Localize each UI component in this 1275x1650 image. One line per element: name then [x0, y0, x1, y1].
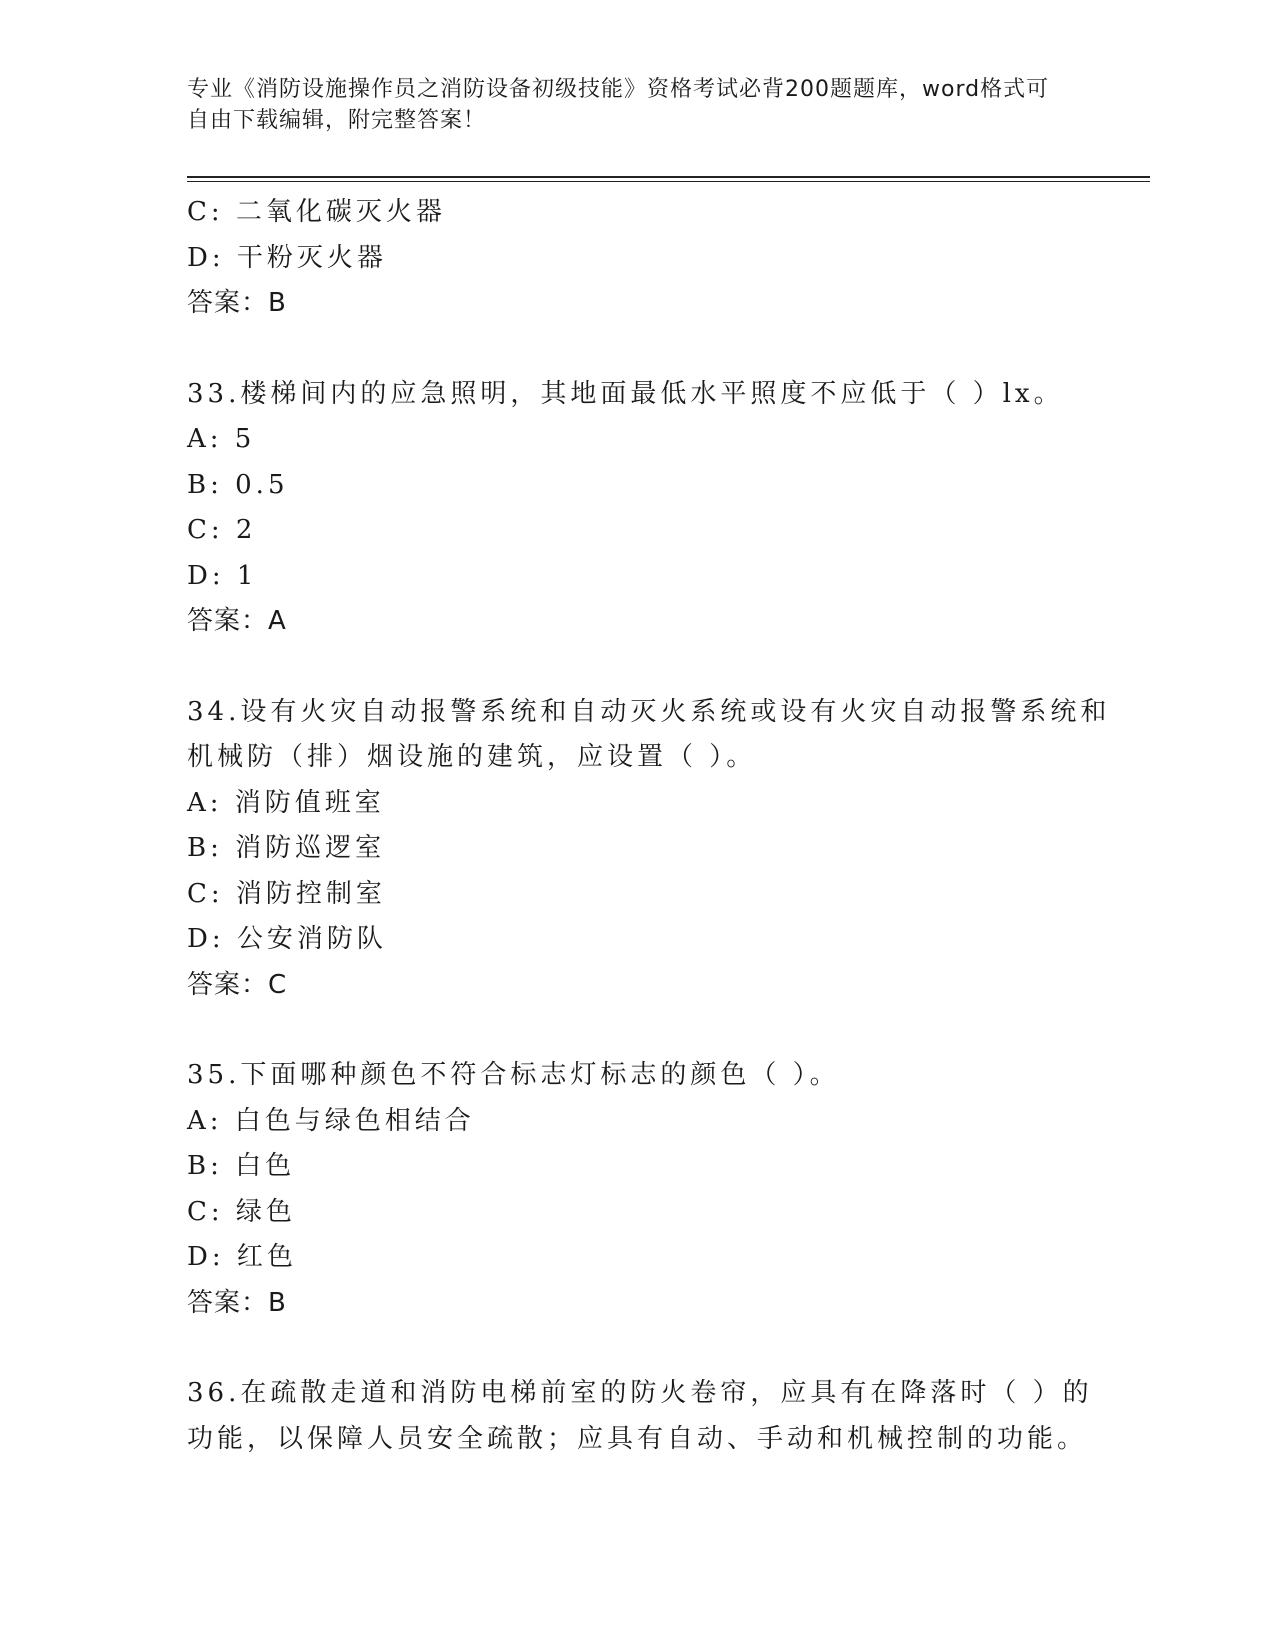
option-d: D: 红色	[187, 1242, 297, 1272]
question-36-line-1: 36.在疏散走道和消防电梯前室的防火卷帘，应具有在降落时（ ）的	[187, 1378, 1093, 1408]
option-a: A: 消防值班室	[187, 787, 385, 818]
option-a: A: 白色与绿色相结合	[187, 1105, 475, 1136]
option-d: D: 公安消防队	[187, 924, 387, 954]
answer: 答案：B	[187, 1287, 287, 1318]
option-c: C: 二氧化碳灭火器	[187, 197, 446, 227]
answer: 答案：A	[187, 606, 287, 636]
option-a: A: 5	[187, 424, 256, 454]
answer: 答案：B	[187, 288, 287, 318]
answer: 答案：C	[187, 969, 288, 1000]
question-33: 33.楼梯间内的应急照明，其地面最低水平照度不应低于（ ）lx。	[187, 378, 1064, 409]
option-c: C: 绿色	[187, 1196, 296, 1227]
option-c: C: 2	[187, 515, 257, 545]
option-d: D: 1	[187, 560, 258, 591]
option-c: C: 消防控制室	[187, 878, 386, 909]
document-header: 专业《消防设施操作员之消防设备初级技能》资格考试必背200题题库，word格式可自由下载编辑，附完整答案！	[187, 77, 1050, 133]
question-34-line-1: 34.设有火灾自动报警系统和自动灭火系统或设有火灾自动报警系统和	[187, 696, 1111, 727]
option-b: B: 白色	[187, 1151, 296, 1181]
option-d: D: 干粉灭火器	[187, 242, 387, 273]
question-35: 35.下面哪种颜色不符合标志灯标志的颜色（ ）。	[187, 1060, 840, 1090]
question-34-line-2: 机械防（排）烟设施的建筑，应设置（ ）。	[187, 742, 757, 772]
option-b: B: 0.5	[187, 469, 289, 500]
header-rule-thick	[187, 176, 1150, 178]
question-36-line-2: 功能，以保障人员安全疏散；应具有自动、手动和机械控制的功能。	[187, 1423, 1088, 1454]
question-list	[187, 190, 1111, 1462]
option-b: B: 消防巡逻室	[187, 833, 386, 863]
header-rule-thin	[187, 181, 1150, 182]
